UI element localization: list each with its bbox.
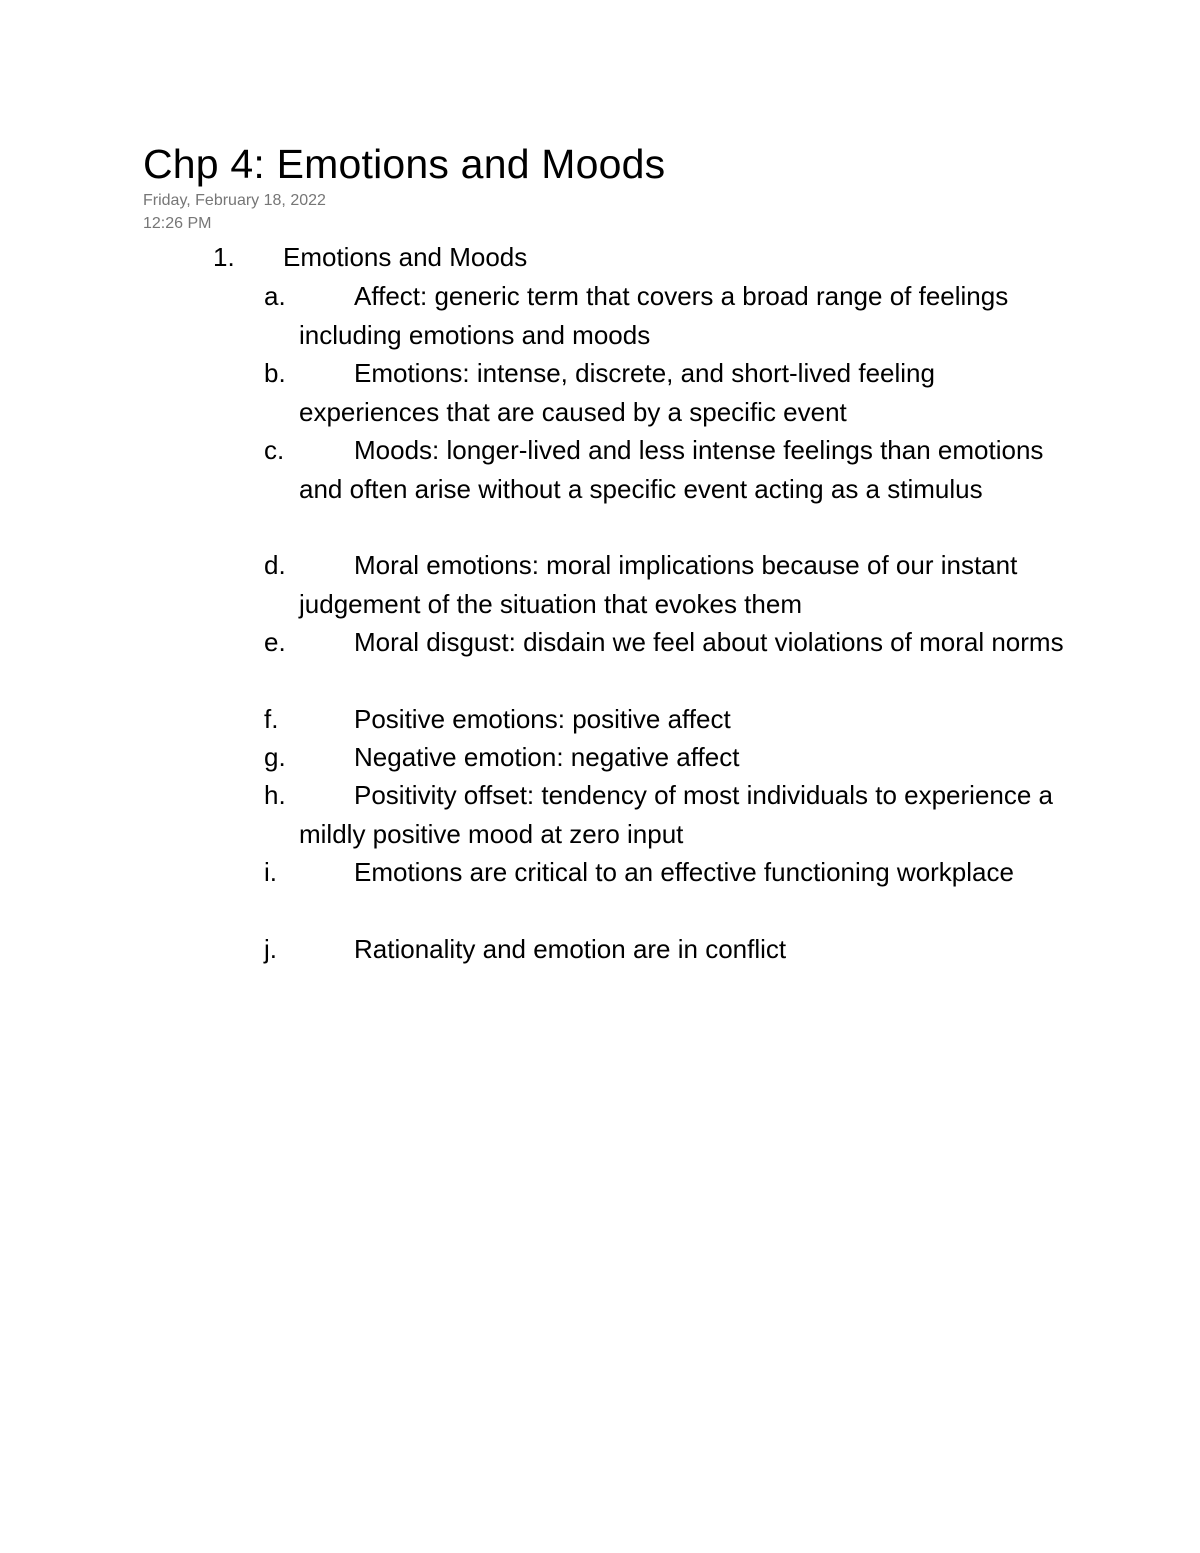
sub-item-i bbox=[264, 853, 1064, 892]
sub-item-marker: g. bbox=[264, 742, 286, 772]
sub-item-marker: f. bbox=[264, 704, 279, 734]
sub-item-marker: j. bbox=[264, 934, 277, 964]
list-marker: 1. bbox=[213, 242, 235, 272]
sub-item-marker: h. bbox=[264, 780, 286, 810]
list-item-text: Emotions and Moods bbox=[283, 242, 528, 272]
sub-item-c bbox=[264, 431, 1064, 508]
sub-item-text: Positivity offset: tendency of most individuals to experience a mildly positive mood at zero input bbox=[299, 780, 1054, 849]
sub-item-marker: e. bbox=[264, 627, 286, 657]
sub-item-text: Moods: longer-lived and less intense feelings than emotions and often arise without a specific event acting as a stimulus bbox=[299, 435, 1044, 504]
sub-item-text: Negative emotion: negative affect bbox=[354, 742, 740, 772]
note-time: 12:26 PM bbox=[143, 215, 212, 232]
sub-item-d bbox=[264, 546, 1064, 623]
sub-item-text: Emotions are critical to an effective functioning workplace bbox=[354, 857, 1014, 887]
sub-item-text: Positive emotions: positive affect bbox=[354, 704, 731, 734]
sub-item-marker: d. bbox=[264, 550, 286, 580]
sub-item-text: Moral disgust: disdain we feel about violations of moral norms bbox=[354, 627, 1064, 657]
sub-item-text: Affect: generic term that covers a broad range of feelings including emotions and moods bbox=[299, 281, 1009, 350]
sub-item-marker: a. bbox=[264, 281, 286, 311]
sub-item-g bbox=[264, 738, 1064, 777]
page-title: Chp 4: Emotions and Moods bbox=[143, 141, 666, 187]
sub-item-j bbox=[264, 930, 1064, 969]
sub-item-text: Emotions: intense, discrete, and short-lived feeling experiences that are caused by a specific event bbox=[299, 358, 935, 427]
sub-item-text: Rationality and emotion are in conflict bbox=[354, 934, 787, 964]
sub-item-a bbox=[264, 277, 1064, 354]
note-date: Friday, February 18, 2022 bbox=[143, 192, 326, 209]
sub-item-marker: c. bbox=[264, 435, 285, 465]
sub-item-marker: i. bbox=[264, 857, 277, 887]
sub-item-h bbox=[264, 776, 1064, 853]
sub-item-f bbox=[264, 700, 1064, 739]
sub-item-b bbox=[264, 354, 1064, 431]
sub-item-marker: b. bbox=[264, 358, 286, 388]
sub-item-e bbox=[264, 623, 1064, 662]
sub-item-text: Moral emotions: moral implications because of our instant judgement of the situation that evokes them bbox=[299, 550, 1018, 619]
